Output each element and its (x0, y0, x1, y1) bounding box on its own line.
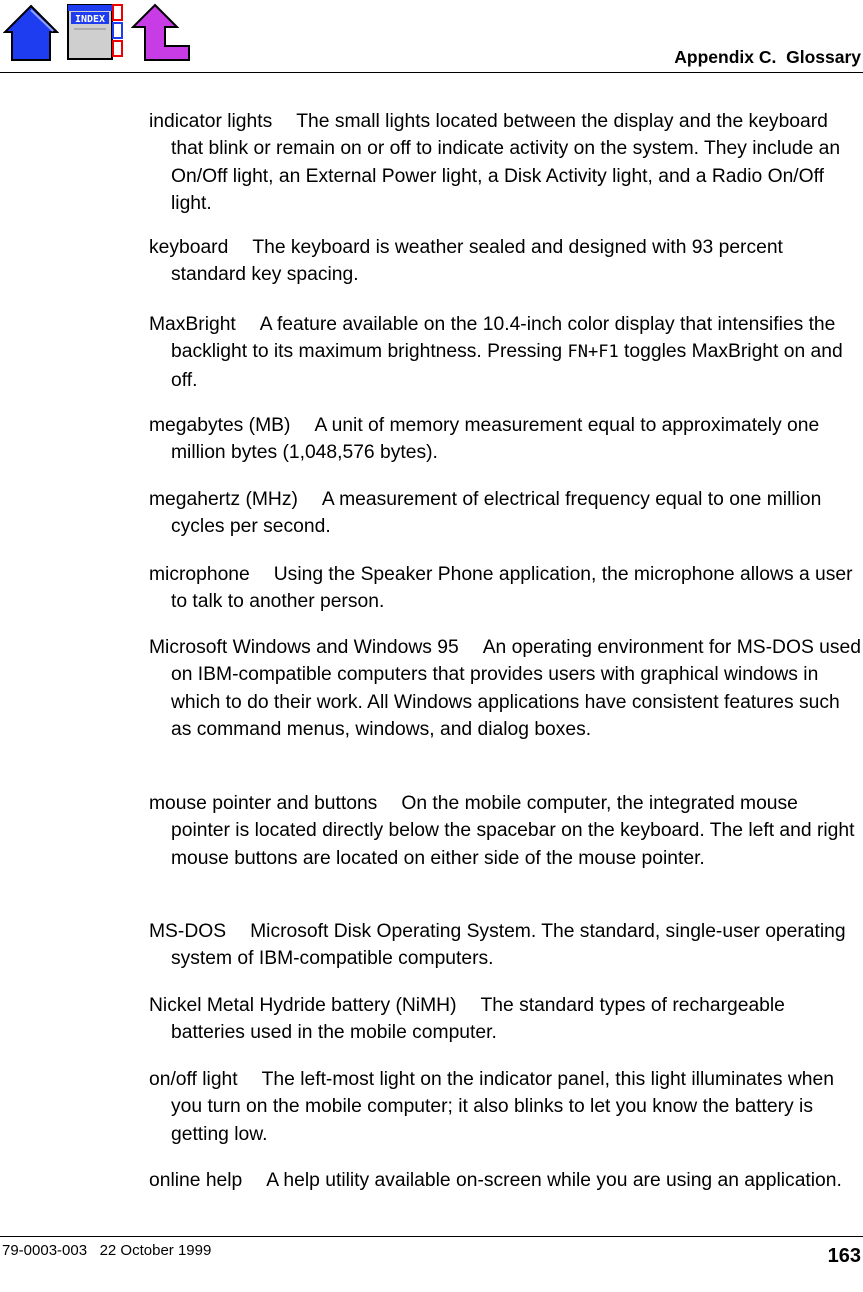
glossary-entry (149, 486, 861, 541)
glossary-entry (149, 790, 861, 872)
index-book-icon[interactable] (66, 2, 124, 62)
entry-definition: Using the Speaker Phone application, the microphone allows a user to talk to another person. (171, 564, 853, 613)
entry-term: online help (149, 1170, 243, 1191)
entry-definition: A unit of memory measurement equal to approximately one million bytes (1,048,576 bytes). (171, 415, 820, 464)
entry-term: Microsoft Windows and Windows 95 (149, 637, 459, 658)
entry-definition: On the mobile computer, the integrated mouse pointer is located directly below the spacebar on the keyboard. The left and right mouse buttons are located on either side of the mouse pointer. (171, 793, 855, 869)
footer-divider (0, 1236, 863, 1237)
key-combination: FN+F1 (567, 342, 619, 363)
glossary-entry (149, 1066, 861, 1148)
index-label: INDEX (74, 14, 106, 25)
entry-definition: toggles MaxBright on and off. (171, 341, 843, 391)
glossary-entry (149, 992, 861, 1047)
entry-term: on/off light (149, 1069, 238, 1090)
entry-term: indicator lights (149, 111, 273, 132)
entry-definition: A help utility available on-screen while you are using an application. (266, 1170, 842, 1191)
entry-definition: The small lights located between the display and the keyboard that blink or remain on or off to indicate activity on the system. They include an On/Off light, an External Power light, a Disk Activity light, and a Radio On/Off light. (171, 111, 841, 214)
entry-definition: An operating environment for MS-DOS used on IBM-compatible computers that provides users with graphical windows in which to do their work. All Windows applications have consistent features such as command menus, windows, and dialog boxes. (171, 637, 861, 740)
entry-definition: The keyboard is weather sealed and designed with 93 percent standard key spacing. (171, 237, 783, 286)
entry-term: MS-DOS (149, 921, 227, 942)
entry-term: megahertz (MHz) (149, 489, 298, 510)
glossary-entry (149, 234, 861, 289)
glossary-entry (149, 1167, 861, 1194)
glossary-entry (149, 561, 861, 616)
entry-term: microphone (149, 564, 250, 585)
header-divider (0, 72, 863, 73)
glossary-entry (149, 311, 861, 394)
entry-term: keyboard (149, 237, 229, 258)
glossary-entry (149, 918, 861, 973)
entry-term: megabytes (MB) (149, 415, 291, 436)
page-number: 163 (827, 1245, 861, 1267)
glossary-entry (149, 634, 861, 743)
glossary-entry (149, 108, 861, 217)
document-id: 79-0003-003 22 October 1999 (2, 1242, 212, 1259)
entry-definition: The left-most light on the indicator panel, this light illuminates when you turn on the mobile computer; it also blinks to let you know the battery is getting low. (171, 1069, 834, 1145)
page-title: Appendix C. Glossary (674, 47, 861, 67)
entry-definition: A measurement of electrical frequency equal to one million cycles per second. (171, 489, 822, 538)
entry-definition: Microsoft Disk Operating System. The standard, single-user operating system of IBM-compatible computers. (171, 921, 846, 970)
entry-term: MaxBright (149, 314, 236, 335)
entry-definition: A feature available on the 10.4-inch color display that intensifies the backlight to its maximum brightness. Pressing (171, 314, 836, 363)
entry-definition: The standard types of rechargeable batteries used in the mobile computer. (171, 995, 785, 1044)
up-arrow-icon[interactable] (131, 2, 191, 62)
home-icon[interactable] (3, 2, 59, 62)
entry-term: mouse pointer and buttons (149, 793, 378, 814)
glossary-entry (149, 412, 861, 467)
entry-term: Nickel Metal Hydride battery (NiMH) (149, 995, 457, 1016)
